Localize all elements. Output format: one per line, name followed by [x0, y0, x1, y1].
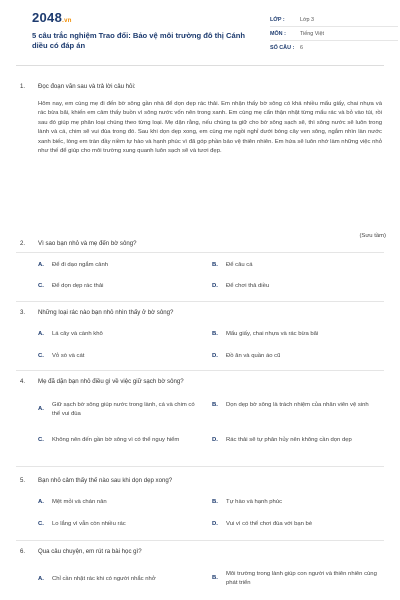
header: [16, 0, 384, 66]
q5-option-d[interactable]: D. Vui vì có thể chơi đùa với bạn bè: [212, 521, 313, 527]
divider: [16, 540, 384, 541]
divider: [16, 370, 384, 371]
meta-table: [270, 13, 398, 55]
q4-option-c[interactable]: C. Không nên đến gần bờ sông vì có thể nguy hiểm: [38, 437, 180, 443]
divider: [16, 466, 384, 467]
q5-option-a[interactable]: A. Mệt mỏi và chán nản: [38, 499, 107, 505]
site-logo[interactable]: 2048.vn: [32, 10, 72, 25]
q3-option-d[interactable]: D. Đồ ăn và quần áo cũ: [212, 353, 281, 359]
page-title: 5 câu trắc nghiệm Trao đổi: Bảo vệ môi trường đô thị Cánh diều có đáp án: [32, 31, 245, 50]
q5-option-c[interactable]: C. Lo lắng vì vẫn còn nhiều rác: [38, 521, 126, 527]
passage-source: (Sưu tầm): [359, 233, 386, 239]
meta-row-subject: MÔN : Tiếng Việt: [270, 27, 398, 41]
divider: [16, 301, 384, 302]
worksheet-page: 2048.vn 5 câu trắc nghiệm Trao đổi: Bảo vệ môi trường đô thị Cánh diều có đáp án LỚP : Lớp 3 MÔN : Tiếng Việt SỐ CÂU : 6 1. Đọc đoạn văn sau và trả lời câu hỏi: Hôm nay, em cùng mẹ đi đến bờ sông gần nhà để dọn dẹp rác thải. Em nhận thấy bờ sông có khá nhiều mẩu giấy, chai nhựa và rác bừa bãi, khiến em cảm thấy buồn vì sông nước vốn nên trong xanh. Em cùng mẹ cẩn thận nhặt từng mẩu rác và bỏ vào túi, rồi sau đó giúp mẹ phân loại chúng theo từng loại. Mẹ dặn rằng, nếu chúng ta giữ cho bờ sông sạch sẽ, thì sông nước sẽ luôn trong lành và cá, chim sẽ vui đùa trong đó. Sau khi dọn dẹp xong, em cùng mẹ ngồi nghỉ dưới bóng cây ven sông, ngắm nhìn làn nước xanh biếc, lòng em tràn đầy niềm tự hào và hạnh phúc vì đã góp phần bảo vệ thiên nhiên. Em hứa sẽ luôn nhớ làm những việc nhỏ như thế để giúp cho môi trường xung quanh luôn sạch sẽ và tươi đẹp. (Sưu tầm) 2. Vì sao bạn nhỏ và mẹ đến bờ sông? A. Để đi dạo ngắm cảnh B. Để câu cá C. Để dọn dẹp rác thải D. Để chơi thả diều 3. Những loại rác nào bạn nhỏ nhìn thấy ở bờ sông? A. Lá cây và cành khô B. Mẩu giấy, chai nhựa và rác bừa bãi C. Vỏ sò và cát D. Đồ ăn và quần áo cũ 4. Mẹ đã dặn bạn nhỏ điều gì về việc giữ sạch bờ sông? A. Giữ sạch bờ sông giúp nước trong lành, cá và chim có thể vui đùa B. Dọn dẹp bờ sông là trách nhiệm của nhân viên vệ sinh C. Không nên đến gần bờ sông vì có thể nguy hiểm D. Rác thải sẽ tự phân hủy nên không cần dọn dẹp 5. Bạn nhỏ cảm thấy thế nào sau khi dọn dẹp xong? A. Mệt mỏi và chán nản B. Tự hào và hạnh phúc C. Lo lắng vì vẫn còn nhiều rác D. Vui vì có thể chơi đùa với bạn bè 6. Qua câu chuyện, em rút ra bài học gì? A. Chỉ cần nhặt rác khi có người nhắc nhở B. Môi trường trong lành giúp con người và thiên nhiên cùng phát triển: [0, 0, 400, 600]
divider: [16, 252, 384, 253]
q3-option-a[interactable]: A. Lá cây và cành khô: [38, 331, 103, 337]
q6-option-b[interactable]: B. Môi trường trong lành giúp con người và thiên nhiên cùng phát triển: [212, 571, 377, 586]
meta-row-grade: LỚP : Lớp 3: [270, 13, 398, 27]
q2-option-d[interactable]: D. Để chơi thả diều: [212, 283, 270, 289]
q2-option-a[interactable]: A. Để đi dạo ngắm cảnh: [38, 262, 108, 268]
q3-option-b[interactable]: B. Mẩu giấy, chai nhựa và rác bừa bãi: [212, 331, 319, 337]
q2-option-b[interactable]: B. Để câu cá: [212, 262, 253, 268]
q2-option-c[interactable]: C. Để dọn dẹp rác thải: [38, 283, 104, 289]
q3-option-c[interactable]: C. Vỏ sò và cát: [38, 353, 85, 359]
q5-option-b[interactable]: B. Tự hào và hạnh phúc: [212, 499, 283, 505]
reading-passage: Hôm nay, em cùng mẹ đi đến bờ sông gần nhà để dọn dẹp rác thải. Em nhận thấy bờ sông có khá nhiều mẩu giấy, chai nhựa và rác bừa bãi, khiến em cảm thấy buồn vì sông nước vốn nên trong xanh. Em cùng mẹ cẩn thận nhặt từng mẩu rác và bỏ vào túi, rồi sau đó giúp mẹ phân loại chúng theo từng loại. Mẹ dặn rằng, nếu chúng ta giữ cho bờ sông sạch sẽ, thì sông nước sẽ luôn trong lành và cá, chim sẽ vui đùa trong đó. Sau khi dọn dẹp xong, em cùng mẹ ngồi nghỉ dưới bóng cây ven sông, ngắm nhìn làn nước xanh biếc, lòng em tràn đầy niềm tự hào và hạnh phúc vì đã góp phần bảo vệ thiên nhiên. Em hứa sẽ luôn nhớ làm những việc nhỏ như thế để giúp cho môi trường xung quanh luôn sạch sẽ và tươi đẹp.: [38, 101, 382, 155]
q4-option-d[interactable]: D. Rác thải sẽ tự phân hủy nên không cần dọn dẹp: [212, 437, 352, 443]
q6-option-a[interactable]: A. Chỉ cần nhặt rác khi có người nhắc nhở: [38, 576, 156, 582]
meta-row-count: SỐ CÂU : 6: [270, 45, 303, 51]
q4-option-a[interactable]: A. Giữ sạch bờ sông giúp nước trong lành, cá và chim có thể vui đùa: [38, 402, 195, 417]
q4-option-b[interactable]: B. Dọn dẹp bờ sông là trách nhiệm của nhân viên vệ sinh: [212, 402, 369, 408]
